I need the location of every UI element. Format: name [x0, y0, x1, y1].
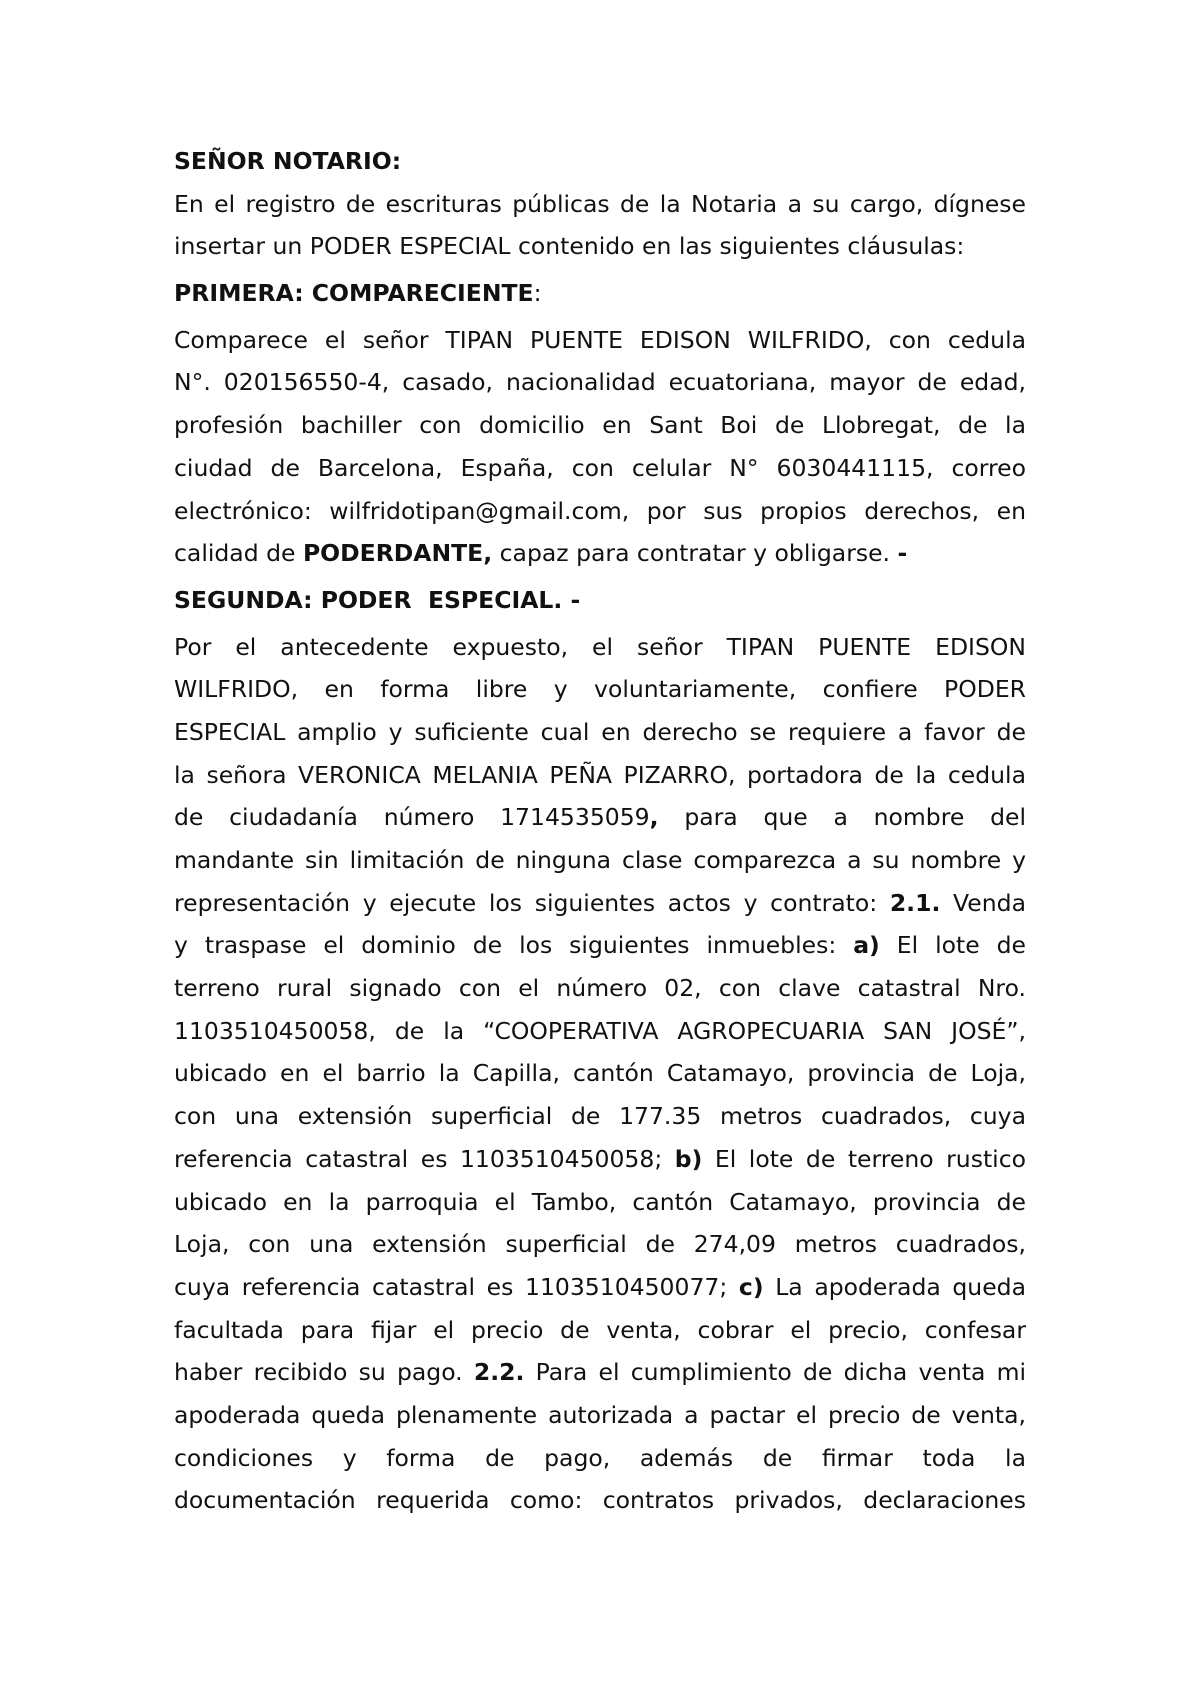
paragraph-line: de ciudadanía número 1714535059, para que a nombre del — [174, 803, 1026, 832]
paragraph-line: facultada para fijar el precio de venta, cobrar el precio, confesar — [174, 1315, 1026, 1344]
heading-primera: PRIMERA: COMPARECIENTE: — [174, 279, 542, 308]
paragraph-line: y traspase el dominio de los siguientes inmuebles: a) El lote de — [174, 931, 1026, 960]
paragraph-line: referencia catastral es 1103510450058; b) El lote de terreno rustico — [174, 1144, 1026, 1173]
paragraph-line: Por el antecedente expuesto, el señor TIPAN PUENTE EDISON — [174, 632, 1026, 661]
paragraph-line: mandante sin limitación de ninguna clase comparezca a su nombre y — [174, 846, 1026, 874]
paragraph-line: 1103510450058, de la “COOPERATIVA AGROPECUARIA SAN JOSÉ”, — [174, 1016, 1026, 1045]
document-page — [174, 140, 1026, 1522]
paragraph-line: WILFRIDO, en forma libre y voluntariamente, confiere PODER — [174, 675, 1026, 704]
paragraph-line: N°. 020156550-4, casado, nacionalidad ecuatoriana, mayor de edad, — [174, 368, 1026, 397]
paragraph-line: profesión bachiller con domicilio en Sant Boi de Llobregat, de la — [174, 411, 1026, 440]
paragraph-line: terreno rural signado con el número 02, con clave catastral Nro. — [174, 974, 1026, 1003]
paragraph-line: haber recibido su pago. 2.2. Para el cumplimiento de dicha venta mi — [174, 1358, 1027, 1387]
heading-segunda: SEGUNDA: PODER ESPECIAL. - — [174, 585, 581, 614]
paragraph-line: apoderada queda plenamente autorizada a pactar el precio de venta, — [174, 1400, 1026, 1429]
paragraph-line: condiciones y forma de pago, además de firmar toda la — [174, 1443, 1026, 1472]
paragraph-line: la señora VERONICA MELANIA PEÑA PIZARRO, portadora de la cedula — [174, 760, 1026, 789]
paragraph-line: insertar un PODER ESPECIAL contenido en las siguientes cláusulas: — [174, 232, 965, 261]
paragraph-line: calidad de PODERDANTE, capaz para contratar y obligarse. - — [174, 539, 908, 568]
paragraph-line: ciudad de Barcelona, España, con celular N° 6030441115, correo — [174, 453, 1026, 482]
paragraph-line: Loja, con una extensión superficial de 274,09 metros cuadrados, — [174, 1230, 1026, 1259]
paragraph-line: cuya referencia catastral es 1103510450077; c) La apoderada queda — [174, 1272, 1026, 1301]
paragraph-line: ESPECIAL amplio y suficiente cual en derecho se requiere a favor de — [174, 717, 1026, 746]
paragraph-line: con una extensión superficial de 177.35 metros cuadrados, cuya — [174, 1102, 1026, 1131]
paragraph-line: documentación requerida como: contratos privados, declaraciones — [174, 1486, 1026, 1515]
paragraph-line: electrónico: wilfridotipan@gmail.com, por sus propios derechos, en — [174, 496, 1026, 525]
paragraph-line: En el registro de escrituras públicas de la Notaria a su cargo, dígnese — [174, 189, 1026, 218]
heading-senor-notario: SEÑOR NOTARIO: — [174, 147, 402, 175]
paragraph-line: ubicado en la parroquia el Tambo, cantón Catamayo, provincia de — [174, 1187, 1026, 1216]
paragraph-line: ubicado en el barrio la Capilla, cantón Catamayo, provincia de Loja, — [174, 1059, 1026, 1088]
paragraph-line: Comparece el señor TIPAN PUENTE EDISON WILFRIDO, con cedula — [174, 325, 1026, 354]
paragraph-line: representación y ejecute los siguientes actos y contrato: 2.1. Venda — [174, 888, 1026, 917]
